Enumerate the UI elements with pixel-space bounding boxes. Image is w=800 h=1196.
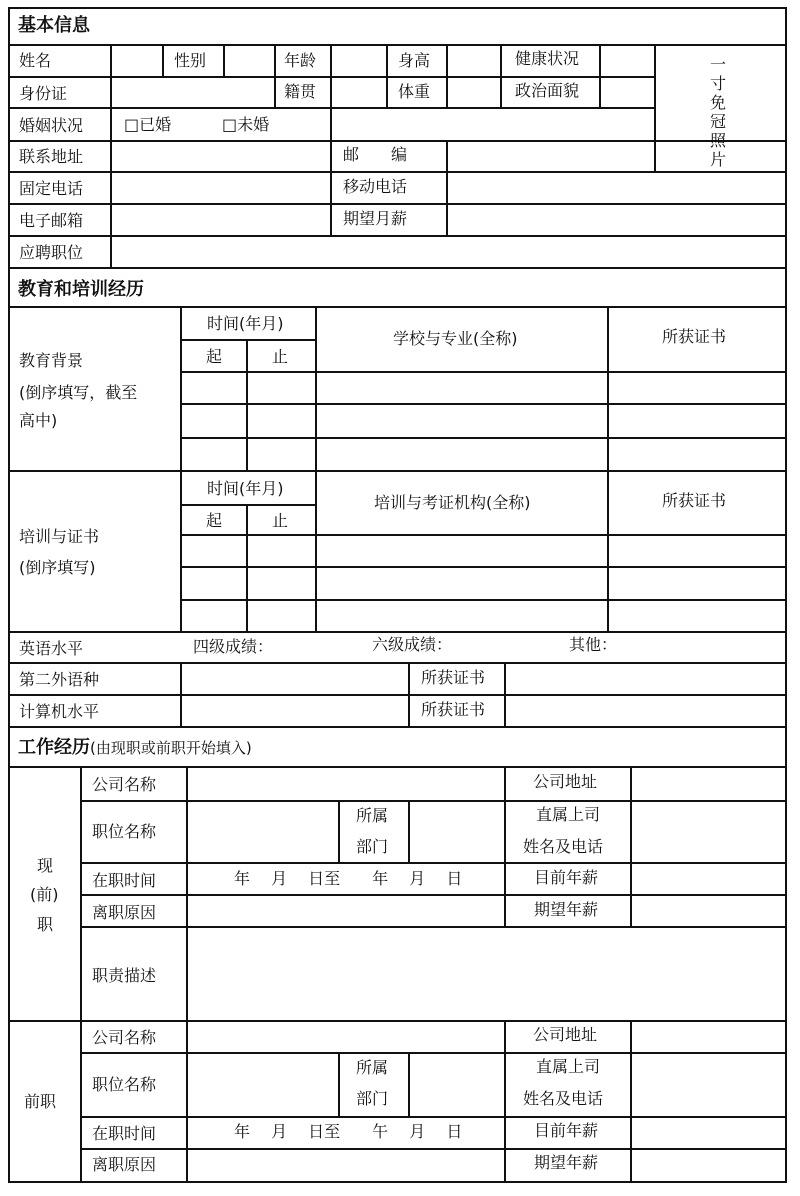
edu-time-header: 时间(年月) [207,314,284,333]
previous-tenure-label: 在职时间 [92,1124,157,1143]
current-salary-label: 目前年薪 [534,868,599,887]
computer-level-label: 计算机水平 [19,702,100,721]
previous-dept-label-2: 部门 [356,1089,389,1108]
photo-placeholder: 一寸免冠照片 [709,55,726,169]
current-leave-reason-label: 离职原因 [92,903,157,922]
current-company-address-label: 公司地址 [533,772,598,791]
current-supervisor-label-2: 姓名及电话 [523,837,604,856]
previous-company-name-label: 公司名称 [92,1028,157,1047]
current-dept-label-2: 部门 [356,837,389,856]
previous-leave-reason-label: 离职原因 [92,1155,157,1174]
position-applied-label: 应聘职位 [19,243,84,262]
weight-label: 体重 [398,82,431,101]
previous-expected-salary-label: 期望年薪 [534,1153,599,1172]
edu-start-label: 起 [206,347,223,366]
current-company-name-label: 公司名称 [92,775,157,794]
landline-label: 固定电话 [19,179,84,198]
previous-dept-label-1: 所属 [356,1058,389,1077]
training-label: 培训与证书 [19,527,100,546]
height-label: 身高 [398,51,431,70]
current-job-label-3: 职 [37,915,54,934]
native-place-label: 籍贯 [284,82,317,101]
training-certificates-header: 所获证书 [662,491,727,510]
previous-supervisor-label-2: 姓名及电话 [523,1089,604,1108]
previous-job-label: 前职 [24,1092,57,1111]
mobile-label: 移动电话 [343,177,408,196]
english-level-label: 英语水平 [19,639,84,658]
current-position-name-label: 职位名称 [92,822,157,841]
previous-position-name-label: 职位名称 [92,1075,157,1094]
training-start-label: 起 [206,511,223,530]
marital-status-label: 婚姻状况 [19,116,84,135]
edu-end-label: 止 [272,347,289,366]
current-job-label-1: 现 [37,856,54,875]
current-dept-label-1: 所属 [356,806,389,825]
current-expected-salary-label: 期望年薪 [534,900,599,919]
school-major-header: 学校与专业(全称) [393,329,518,348]
previous-tenure-dates: 年 月 日至 午 月 日 [234,1122,463,1141]
second-language-label: 第二外语种 [19,670,100,689]
edu-note-line2: 高中) [19,411,58,430]
current-tenure-label: 在职时间 [92,871,157,890]
computer-cert-label: 所获证书 [421,700,486,719]
work-title-text: 工作经历 [18,737,90,758]
education-title: 教育和培训经历 [18,279,144,300]
gender-label: 性别 [174,51,207,70]
work-title [18,739,252,757]
current-supervisor-label-1: 直属上司 [536,805,601,824]
training-end-label: 止 [272,511,289,530]
previous-company-address-label: 公司地址 [533,1025,598,1044]
age-label: 年龄 [284,51,317,70]
address-label: 联系地址 [19,147,84,166]
email-label: 电子邮箱 [19,211,84,230]
edu-note-line1: (倒序填写，截至 [19,383,138,402]
previous-supervisor-label-1: 直属上司 [536,1057,601,1076]
second-language-cert-label: 所获证书 [421,668,486,687]
id-card-label: 身份证 [19,84,68,103]
cet4-label: 四级成绩： [193,637,274,656]
current-tenure-dates: 年 月 日至 年 月 日 [234,869,463,888]
political-status-label: 政治面貌 [515,81,580,100]
married-checkbox[interactable]: □已婚 [124,115,172,134]
health-label: 健康状况 [515,49,580,68]
current-duties-label: 职责描述 [92,966,157,985]
postcode-label: 邮 编 [343,145,408,164]
training-time-header: 时间(年月) [207,479,284,498]
name-label: 姓名 [19,51,52,70]
edu-certificates-header: 所获证书 [662,327,727,346]
other-language-label: 其他： [569,635,618,654]
unmarried-checkbox[interactable]: □未婚 [222,115,270,134]
basic-info-title: 基本信息 [18,15,90,36]
edu-background-label: 教育背景 [19,351,84,370]
training-org-header: 培训与考证机构(全称) [374,493,531,512]
training-note: (倒序填写) [19,558,96,577]
cet6-label: 六级成绩： [372,635,453,654]
previous-salary-label: 目前年薪 [534,1121,599,1140]
expected-monthly-salary-label: 期望月薪 [343,209,408,228]
work-subtitle: (由现职或前职开始填入) [90,739,252,757]
current-job-label-2: (前) [30,885,59,904]
